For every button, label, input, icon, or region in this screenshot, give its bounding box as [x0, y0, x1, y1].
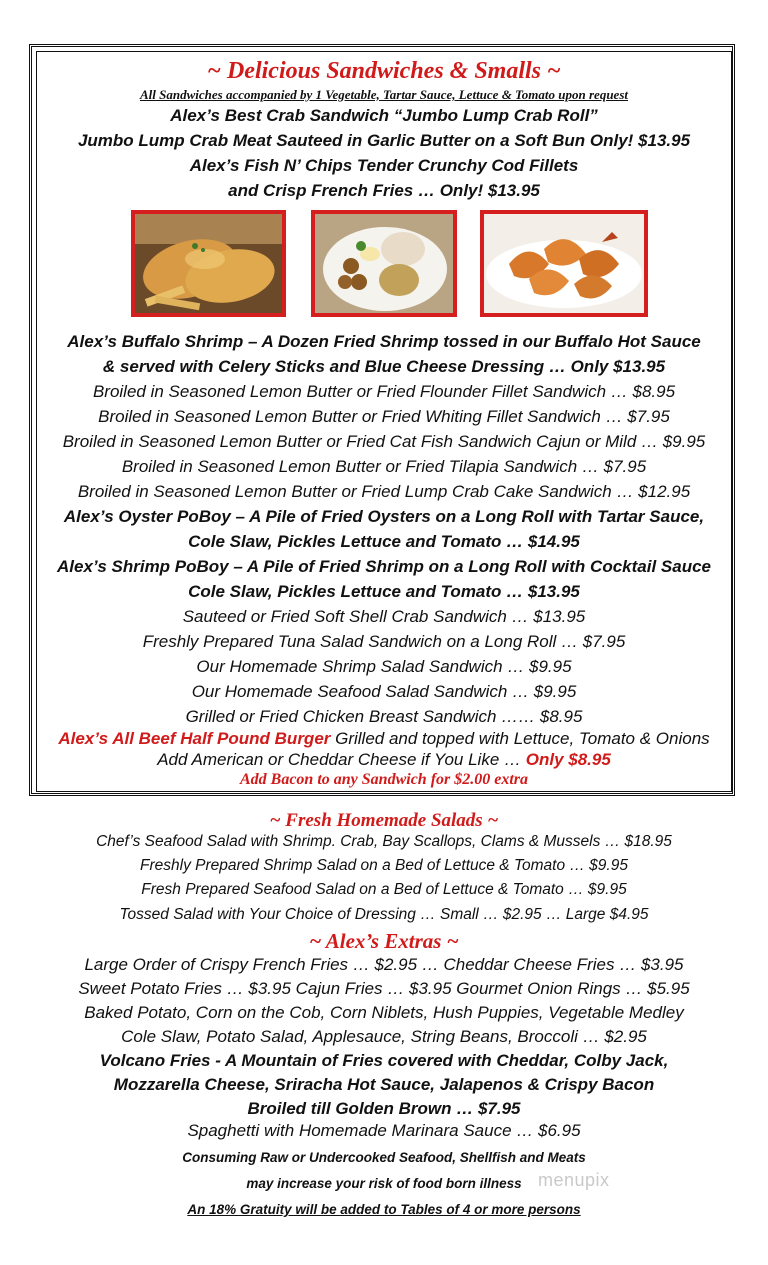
burger-cheese-text: Add American or Cheddar Cheese if You Like …: [157, 750, 526, 769]
menu-item-line: Broiled in Seasoned Lemon Butter or Fried Flounder Fillet Sandwich … $8.95: [92, 382, 676, 401]
menu-item-line: Cole Slaw, Pickles Lettuce and Tomato … $14.95: [188, 532, 580, 551]
menu-item-line: Alex’s Oyster PoBoy – A Pile of Fried Oysters on a Long Roll with Tartar Sauce,: [63, 507, 705, 526]
volcano-fries-line: Broiled till Golden Brown … $7.95: [247, 1099, 521, 1118]
salad-item: Fresh Prepared Seafood Salad on a Bed of Lettuce & Tomato … $9.95: [141, 881, 627, 898]
menu-item-line: & served with Celery Sticks and Blue Cheese Dressing … Only $13.95: [102, 357, 666, 376]
gratuity-notice: An 18% Gratuity will be added to Tables of 4 or more persons: [187, 1202, 581, 1217]
extras-item: Sweet Potato Fries … $3.95 Cajun Fries … $3.95 Gourmet Onion Rings … $5.95: [78, 979, 690, 998]
menu-item-line: Alex’s Buffalo Shrimp – A Dozen Fried Shrimp tossed in our Buffalo Hot Sauce: [67, 332, 701, 351]
raw-food-warning: may increase your risk of food born illness: [246, 1176, 522, 1191]
menu-item-line: Freshly Prepared Tuna Salad Sandwich on a Long Roll … $7.95: [142, 632, 626, 651]
menu-item-line: Broiled in Seasoned Lemon Butter or Fried Tilapia Sandwich … $7.95: [121, 457, 647, 476]
menu-item-line: Our Homemade Seafood Salad Sandwich … $9.95: [191, 682, 577, 701]
menu-item-line: Alex’s Fish N’ Chips Tender Crunchy Cod Fillets: [189, 156, 579, 175]
raw-food-warning: Consuming Raw or Undercooked Seafood, Shellfish and Meats: [182, 1150, 586, 1165]
volcano-fries-line: Mozzarella Cheese, Sriracha Hot Sauce, Jalapenos & Crispy Bacon: [113, 1075, 655, 1094]
salad-item: Chef’s Seafood Salad with Shrimp. Crab, Bay Scallops, Clams & Mussels … $18.95: [96, 833, 672, 850]
menu-item-line: Alex’s Shrimp PoBoy – A Pile of Fried Shrimp on a Long Roll with Cocktail Sauce: [57, 557, 711, 576]
menu-item-line: Cole Slaw, Pickles Lettuce and Tomato … $13.95: [188, 582, 580, 601]
menu-item-line: Sauteed or Fried Soft Shell Crab Sandwich … $13.95: [182, 607, 586, 626]
burger-name: Alex’s All Beef Half Pound Burger: [58, 729, 331, 748]
extras-item: Cole Slaw, Potato Salad, Applesauce, String Beans, Broccoli … $2.95: [121, 1027, 647, 1046]
extras-item: Large Order of Crispy French Fries … $2.95 … Cheddar Cheese Fries … $3.95: [84, 955, 684, 974]
extras-item: Baked Potato, Corn on the Cob, Corn Niblets, Hush Puppies, Vegetable Medley: [84, 1003, 684, 1022]
menu-item-line: Jumbo Lump Crab Meat Sauteed in Garlic Butter on a Soft Bun Only! $13.95: [77, 131, 691, 150]
sandwiches-subtitle: All Sandwiches accompanied by 1 Vegetable, Tartar Sauce, Lettuce & Tomato upon request: [140, 87, 628, 102]
menu-item-line: and Crisp French Fries … Only! $13.95: [228, 181, 540, 200]
burger-cheese-line: [0, 750, 768, 770]
salads-title: ~ Fresh Homemade Salads ~: [269, 810, 499, 831]
menu-item-line: Broiled in Seasoned Lemon Butter or Fried Whiting Fillet Sandwich … $7.95: [98, 407, 670, 426]
menu-item-line: Alex’s Best Crab Sandwich “Jumbo Lump Crab Roll”: [170, 106, 598, 125]
menu-item-line: Broiled in Seasoned Lemon Butter or Fried Lump Crab Cake Sandwich … $12.95: [77, 482, 691, 501]
volcano-fries-line: Volcano Fries - A Mountain of Fries covered with Cheddar, Colby Jack,: [99, 1051, 669, 1070]
crab-cake-platter-photo: [311, 210, 457, 317]
sandwiches-title: ~ Delicious Sandwiches & Smalls ~: [207, 58, 561, 84]
bacon-addon: Add Bacon to any Sandwich for $2.00 extra: [239, 771, 529, 788]
extras-title: ~ Alex’s Extras ~: [309, 929, 459, 953]
salad-item: Tossed Salad with Your Choice of Dressing … Small … $2.95 … Large $4.95: [119, 906, 649, 923]
menu-item-line: Broiled in Seasoned Lemon Butter or Fried Cat Fish Sandwich Cajun or Mild … $9.95: [62, 432, 706, 451]
salad-item: Freshly Prepared Shrimp Salad on a Bed of Lettuce & Tomato … $9.95: [140, 857, 628, 874]
fried-shrimp-photo: [480, 210, 648, 317]
spaghetti-item: Spaghetti with Homemade Marinara Sauce … $6.95: [187, 1121, 581, 1140]
menu-item-line: Grilled or Fried Chicken Breast Sandwich …… $8.95: [185, 707, 583, 726]
burger-description: Grilled and topped with Lettuce, Tomato & Onions: [330, 729, 710, 748]
watermark: menupix: [538, 1170, 610, 1190]
burger-price: Only $8.95: [525, 750, 611, 769]
menu-item-line: Our Homemade Shrimp Salad Sandwich … $9.95: [196, 657, 572, 676]
fish-and-chips-photo: [131, 210, 286, 317]
burger-line: [0, 729, 768, 749]
